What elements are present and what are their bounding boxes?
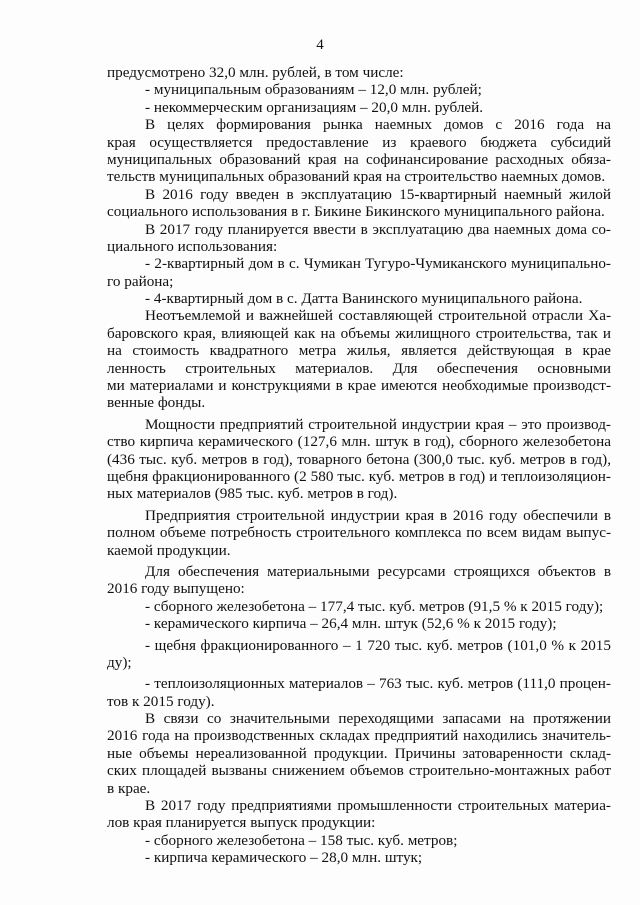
text-line: щебня фракционированного (2 580 тыс. куб. метров в год) и теплоизоляцион-: [107, 467, 611, 485]
text-line: ные объемы нереализованной продукции. Причины затоваренности склад-: [107, 744, 611, 762]
text-line: ду);: [107, 653, 132, 671]
text-line: полном объеме потребность строительного комплекса по всем видам выпус-: [107, 524, 611, 542]
text-line: Неотъемлемой и важнейшей составляющей строительной отрасли Ха-: [145, 307, 611, 325]
text-line: Мощности предприятий строительной индустрии края – это производ-: [145, 415, 611, 433]
text-line: В 2017 году планируется ввести в эксплуатацию два наемных дома со-: [145, 220, 611, 238]
text-line: го района;: [107, 272, 174, 290]
text-line: - керамического кирпича – 26,4 млн. штук (52,6 % к 2015 году);: [145, 615, 557, 633]
text-line: - сборного железобетона – 158 тыс. куб. метров;: [145, 831, 458, 849]
text-line: муниципальных образований края на софинансирование расходных обяза-: [107, 150, 611, 168]
text-line: - 2-квартирный дом в с. Чумикан Тугуро-Чумиканского муниципально-: [145, 255, 611, 273]
text-line: - теплоизоляционных материалов – 763 тыс. куб. метров (111,0 процен-: [145, 675, 611, 693]
text-line: 2016 года на производственных складах предприятий находились значитель-: [107, 727, 611, 745]
text-line: края осуществляется предоставление из краевого бюджета субсидий: [107, 133, 611, 151]
page-number: 4: [316, 37, 324, 53]
text-line: - кирпича керамического – 28,0 млн. штук;: [145, 849, 423, 867]
text-line: на стоимость квадратного метра жилья, является действующая в крае: [107, 342, 611, 360]
text-line: социального использования в г. Бикине Бикинского муниципального района.: [107, 203, 605, 221]
text-line: в крае.: [107, 779, 151, 797]
text-line: В 2016 году введен в эксплуатацию 15-квартирный наемный жилой: [145, 185, 611, 203]
text-line: каемой продукции.: [107, 541, 231, 559]
text-line: - 4-квартирный дом в с. Датта Ванинского муниципального района.: [145, 290, 583, 308]
text-line: лов края планируется выпуск продукции:: [107, 814, 376, 832]
text-line: ских площадей вызваны снижением объемов строительно-монтажных работ: [107, 762, 611, 780]
text-line: баровского края, влияющей как на объемы жилищного строительства, так и: [107, 324, 611, 342]
text-line: В связи со значительными переходящими запасами на протяжении: [145, 710, 611, 728]
text-line: Предприятия строительной индустрии края в 2016 году обеспечили в: [145, 506, 611, 524]
text-line: В целях формирования рынка наемных домов с 2016 года на: [145, 116, 611, 134]
text-line: 2016 году выпущено:: [107, 580, 245, 598]
text-line: предусмотрено 32,0 млн. рублей, в том числе:: [107, 64, 404, 81]
text-line: Для обеспечения материальными ресурсами строящихся объектов в: [145, 562, 611, 580]
text-line: ленность строительных материалов. Для обеспечения основными: [107, 359, 611, 377]
text-line: - муниципальным образованиям – 12,0 млн. рублей;: [145, 81, 482, 99]
text-line: циального использования:: [107, 237, 278, 255]
text-line: тов к 2015 году).: [107, 692, 215, 710]
text-line: венные фонды.: [107, 394, 206, 412]
text-line: В 2017 году предприятиями промышленности строительных материа-: [145, 797, 611, 815]
text-line: ных материалов (985 тыс. куб. метров в год).: [107, 485, 398, 503]
text-line: - некоммерческим организациям – 20,0 млн. рублей.: [145, 98, 484, 116]
text-line: ми материалами и конструкциями в крае имеются необходимые производст-: [107, 377, 611, 395]
text-line: - сборного железобетона – 177,4 тыс. куб. метров (91,5 % к 2015 году);: [145, 597, 604, 615]
text-line: - щебня фракционированного – 1 720 тыс. куб. метров (101,0 % к 2015: [145, 636, 611, 654]
text-line: тельств муниципальных образований края на строительство наемных домов.: [107, 168, 606, 186]
text-line: (436 тыс. куб. метров в год), товарного бетона (300,0 тыс. куб. метров в год),: [107, 450, 611, 468]
body-text: [107, 64, 611, 867]
text-line: ство кирпича керамического (127,6 млн. штук в год), сборного железобетона: [107, 433, 611, 451]
